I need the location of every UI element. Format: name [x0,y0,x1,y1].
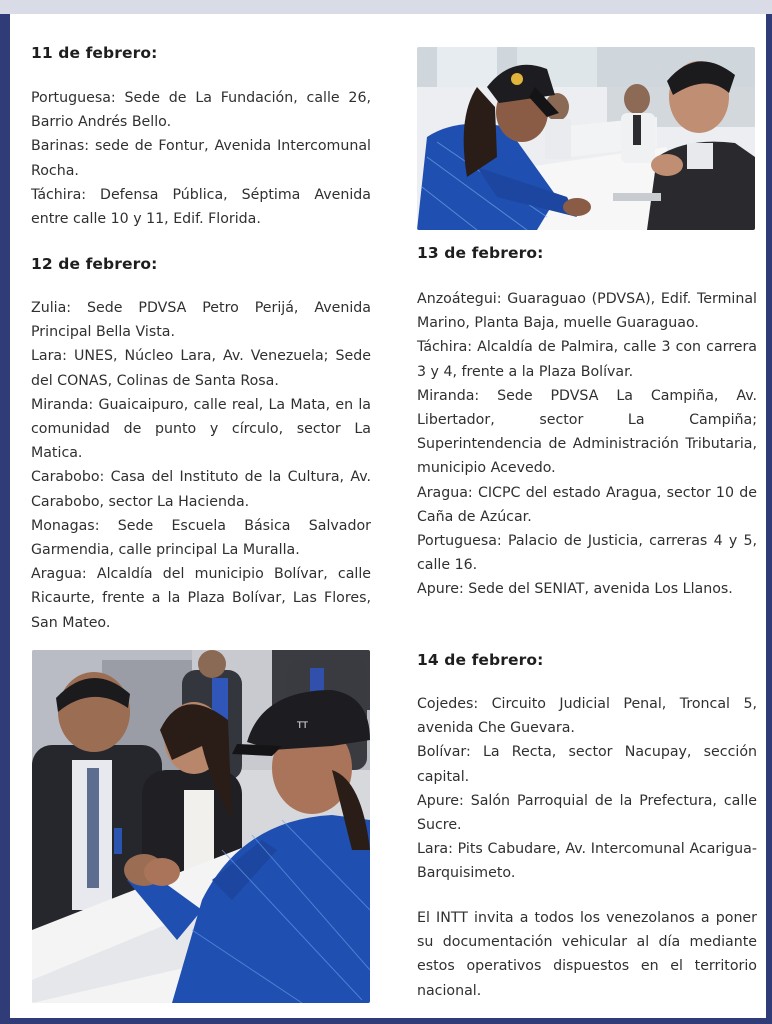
document-page [10,14,766,1018]
list-13-febrero [417,287,757,602]
photo-registration-handshake [32,650,370,1003]
list-item: Portuguesa: Palacio de Justicia, carreras 4 y 5, calle 16. [417,533,757,574]
list-item: Lara: UNES, Núcleo Lara, Av. Venezuela; Sede del CONAS, Colinas de Santa Rosa. [31,348,371,389]
list-item: Lara: Pits Cabudare, Av. Intercomunal Acarigua-Barquisimeto. [417,841,757,882]
list-12-febrero [31,296,371,635]
list-item: Monagas: Sede Escuela Básica Salvador Garmendia, calle principal La Muralla. [31,517,371,559]
closing-text: El INTT invita a todos los venezolanos a poner su documentación vehicular al día mediante estos operativos dispuestos en el territorio nacional. [417,910,757,999]
heading-12-febrero: 12 de febrero: [31,255,158,273]
list-item: Miranda: Guaicaipuro, calle real, La Mata, en la comunidad de punto y círculo, sector La Matica. [31,396,371,462]
top-frame-bar [0,0,772,14]
list-item: Portuguesa: Sede de La Fundación, calle 26, Barrio Andrés Bello. [31,90,371,131]
svg-text:TT: TT [297,721,308,731]
list-item: Táchira: Alcaldía de Palmira, calle 3 con carrera 3 y 4, frente a la Plaza Bolívar. [417,339,757,380]
heading-14-febrero: 14 de febrero: [417,651,544,669]
list-14-febrero [417,692,757,886]
list-item: Aragua: CICPC del estado Aragua, sector 10 de Caña de Azúcar. [417,484,757,525]
list-item: Cojedes: Circuito Judicial Penal, Troncal 5, avenida Che Guevara. [417,696,757,737]
list-item: Carabobo: Casa del Instituto de la Cultura, Av. Carabobo, sector La Hacienda. [31,469,371,510]
list-item: Aragua: Alcaldía del municipio Bolívar, calle Ricaurte, frente a la Plaza Bolívar, Las Flores, San Mateo. [31,566,371,631]
list-item: Miranda: Sede PDVSA La Campiña, Av. Libertador, sector La Campiña; Superintendencia de Administración Tributaria, municipio Acevedo. [417,387,757,477]
list-item: Apure: Salón Parroquial de la Prefectura, calle Sucre. [417,792,757,834]
list-item: Anzoátegui: Guaraguao (PDVSA), Edif. Terminal Marino, Planta Baja, muelle Guaraguao. [417,291,757,332]
list-item: Apure: Sede del SENIAT, avenida Los Llanos. [417,581,733,598]
list-item: Barinas: sede de Fontur, Avenida Intercomunal Rocha. [31,138,371,179]
heading-13-febrero: 13 de febrero: [417,244,544,262]
heading-11-febrero: 11 de febrero: [31,44,158,62]
list-item: Zulia: Sede PDVSA Petro Perijá, Avenida Principal Bella Vista. [31,300,371,341]
list-item: Bolívar: La Recta, sector Nacupay, sección capital. [417,744,757,785]
list-item: Táchira: Defensa Pública, Séptima Avenida entre calle 10 y 11, Edif. Florida. [31,186,371,228]
list-11-febrero [31,86,371,231]
closing-paragraph [417,906,757,1003]
photo-registration-desk [417,47,755,230]
